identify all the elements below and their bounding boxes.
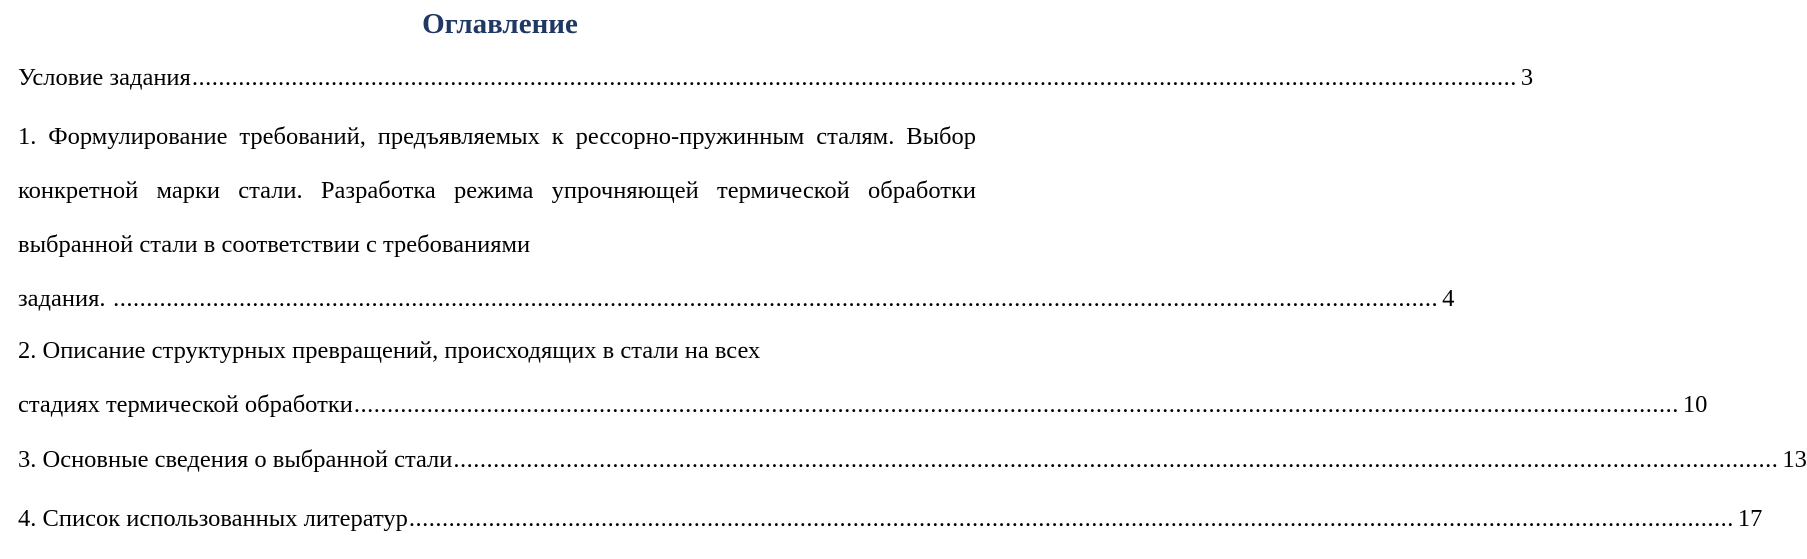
toc-entry-text: 2. Описание структурных превращений, происходящих в стали на всех [18, 337, 761, 364]
toc-entry-label: Условие задания [18, 64, 191, 91]
toc-entry-task-conditions[interactable] [18, 51, 1534, 105]
toc-entry-line [18, 51, 1534, 105]
toc-entry-section-2[interactable] [18, 324, 1708, 432]
dot-leader: ........................................................................................................................................................................................................ [408, 505, 1734, 532]
toc-entry-text: 1. Формулирование требований, предъявляемых к рессорно-пружинным сталям. Выбор конкретной марки стали. Разработка режима упрочняющей термической обработки выбранной стали в соответствии с требованиями [18, 123, 976, 258]
toc-entry-label: стадиях термической обработки [18, 391, 353, 418]
toc-page-number: 10 [1682, 391, 1708, 418]
toc-entry-line [18, 272, 1455, 326]
dot-leader: ........................................................................................................................................................................................................ [453, 446, 1779, 473]
toc-entry-line [18, 378, 1708, 432]
toc-entry-section-4[interactable] [18, 492, 1763, 546]
toc-page-number: 17 [1737, 505, 1763, 532]
toc-entry-line [18, 433, 1807, 487]
toc-page-number: 13 [1782, 446, 1807, 473]
toc-entry-label: 3. Основные сведения о выбранной стали [18, 446, 453, 473]
toc-entry-label: задания. [18, 285, 106, 312]
toc-heading: Оглавление [422, 8, 578, 40]
toc-entry-section-3[interactable] [18, 433, 1807, 487]
dot-leader: ........................................................................................................................................................................................................ [191, 64, 1517, 91]
toc-entry-line [18, 492, 1763, 546]
toc-page-number: 4 [1442, 285, 1455, 312]
dot-leader: ........................................................................................................................................................................................................ [106, 285, 1439, 312]
toc-entry-section-1[interactable] [18, 110, 1455, 326]
dot-leader: ........................................................................................................................................................................................................ [353, 391, 1679, 418]
toc-entry-label: 4. Список использованных литератур [18, 505, 408, 532]
toc-page-number: 3 [1520, 64, 1534, 91]
